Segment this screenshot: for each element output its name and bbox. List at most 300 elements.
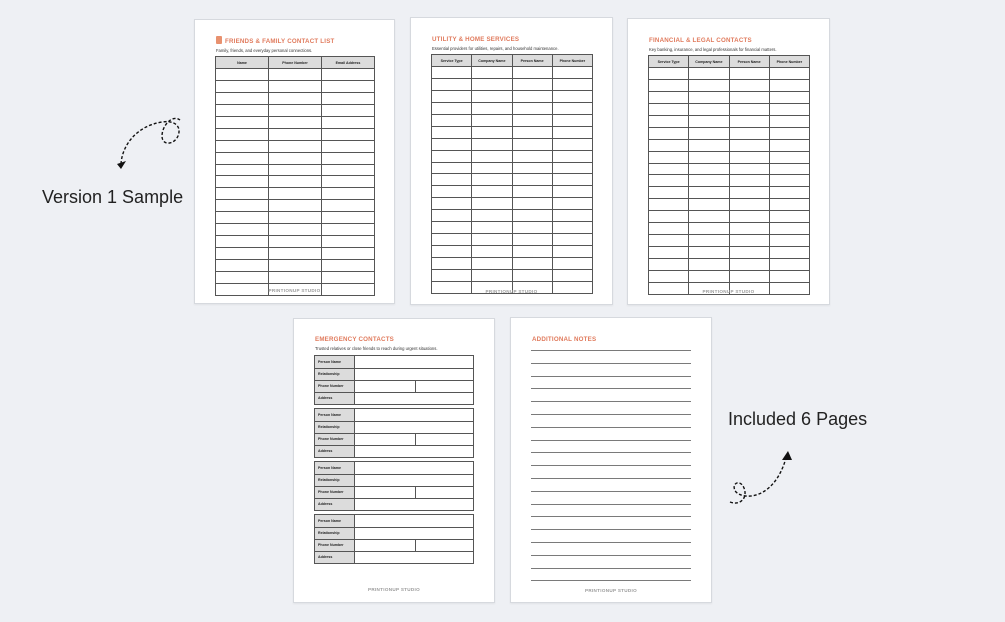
table-row [432,162,593,174]
field-label: Relationship [315,422,355,433]
table-cell [649,79,689,91]
table-cell [649,163,689,175]
table-row [432,67,593,79]
table-cell [729,139,769,151]
table-row [216,80,375,92]
field-value [355,393,473,404]
emergency-field-row [315,527,473,539]
table-row [649,163,810,175]
field-value [355,462,473,474]
table-row [649,211,810,223]
field-label: Phone Number [315,540,355,551]
table-cell [512,210,552,222]
note-line [531,542,691,543]
table-row [216,176,375,188]
table-cell [512,78,552,90]
table-cell [216,80,269,92]
table-cell [769,247,809,259]
table-cell [729,235,769,247]
table-cell [472,198,512,210]
table-cell [552,114,592,126]
table-cell [689,211,729,223]
table-cell [689,115,729,127]
table-cell [432,126,472,138]
table-cell [322,116,375,128]
table-cell [216,104,269,116]
table-cell [649,270,689,282]
table-cell [729,223,769,235]
table-row [216,260,375,272]
field-value [355,540,473,551]
table-header-row [216,57,375,69]
table-cell [512,246,552,258]
table-row [432,246,593,258]
table-cell [512,269,552,281]
table-cell [432,246,472,258]
table-cell [216,188,269,200]
page-footer: PRINTIONUP STUDIO [585,588,637,593]
table-cell [649,247,689,259]
note-line [531,452,691,453]
table-row [216,92,375,104]
table-cell [269,200,322,212]
table-cell [769,103,809,115]
table-row [216,69,375,81]
table-cell [432,198,472,210]
table-cell [729,211,769,223]
table-cell [729,259,769,271]
table-cell [729,270,769,282]
table-cell [432,174,472,186]
table-cell [769,115,809,127]
table-row [432,210,593,222]
table-cell [649,259,689,271]
table-row [649,187,810,199]
table-cell [216,116,269,128]
field-value [355,369,473,380]
table-cell [432,150,472,162]
table-cell [472,269,512,281]
table-row [216,271,375,283]
column-header: Company Name [472,55,512,67]
table-cell [689,139,729,151]
table-cell [216,176,269,188]
table-row [432,90,593,102]
column-header: Email Address [322,57,375,69]
table-cell [432,210,472,222]
table-cell [472,162,512,174]
table-cell [269,236,322,248]
table-row [649,270,810,282]
table-row [649,115,810,127]
table-cell [689,79,729,91]
contact-table-friends [215,56,375,296]
table-cell [216,152,269,164]
note-line [531,350,691,351]
table-cell [269,80,322,92]
field-label: Phone Number [315,434,355,445]
table-row [432,234,593,246]
table-cell [552,90,592,102]
field-label: Person Name [315,515,355,527]
table-cell [729,151,769,163]
field-label: Address [315,446,355,457]
emergency-field-row [315,380,473,392]
table-cell [472,186,512,198]
table-cell [689,175,729,187]
column-header: Phone Number [552,55,592,67]
curly-arrow-icon [724,448,794,508]
table-row [216,248,375,260]
table-row [649,79,810,91]
table-cell [552,78,592,90]
table-row [432,258,593,270]
caption-included-pages: Included 6 Pages [728,409,868,429]
table-cell [512,174,552,186]
note-line [531,491,691,492]
phone-book-icon [216,36,222,44]
note-line [531,376,691,377]
contact-table-utility [431,54,593,294]
emergency-contact-block [314,355,474,405]
table-cell [322,188,375,200]
table-cell [649,151,689,163]
table-cell [472,78,512,90]
table-cell [432,186,472,198]
table-cell [689,223,729,235]
table-header-row [432,55,593,67]
table-row [216,128,375,140]
page-title-utility: UTILITY & HOME SERVICES [432,36,520,43]
table-cell [552,162,592,174]
table-cell [269,69,322,81]
emergency-field-row [315,421,473,433]
table-row [216,200,375,212]
emergency-contact-block [314,408,474,458]
table-cell [649,223,689,235]
table-cell [322,236,375,248]
page-utility-home-services [410,17,613,305]
note-line [531,401,691,402]
table-cell [769,139,809,151]
table-cell [689,270,729,282]
table-cell [322,260,375,272]
table-cell [552,67,592,79]
table-cell [769,223,809,235]
table-cell [269,260,322,272]
page-friends-family [194,19,395,304]
field-label: Address [315,552,355,563]
table-cell [729,175,769,187]
table-cell [552,126,592,138]
table-cell [216,200,269,212]
table-cell [552,234,592,246]
table-cell [689,91,729,103]
table-cell [322,69,375,81]
table-cell [689,163,729,175]
page-subtitle-emergency: Trusted relatives or close friends to reach during urgent situations. [315,346,438,351]
field-label: Phone Number [315,381,355,392]
table-cell [512,162,552,174]
table-row [432,114,593,126]
table-cell [472,114,512,126]
table-cell [216,69,269,81]
emergency-field-row [315,498,473,510]
table-cell [432,102,472,114]
page-additional-notes [510,317,712,603]
table-cell [322,271,375,283]
table-cell [322,92,375,104]
table-cell [649,175,689,187]
table-cell [512,150,552,162]
emergency-field-row [315,409,473,421]
table-cell [729,68,769,80]
table-cell [472,234,512,246]
table-cell [322,140,375,152]
emergency-field-row [315,392,473,404]
table-cell [269,248,322,260]
field-value [355,515,473,527]
table-row [432,186,593,198]
emergency-field-row [315,515,473,527]
table-row [432,198,593,210]
field-label: Phone Number [315,487,355,498]
table-cell [552,198,592,210]
table-cell [769,79,809,91]
page-footer: PRINTIONUP STUDIO [268,288,321,293]
table-cell [729,199,769,211]
table-row [432,174,593,186]
table-cell [649,139,689,151]
table-row [432,126,593,138]
emergency-field-row [315,356,473,368]
table-cell [432,234,472,246]
page-footer: PRINTIONUP STUDIO [702,289,755,294]
note-line [531,568,691,569]
emergency-contact-block [314,514,474,564]
table-cell [322,152,375,164]
field-value [355,499,473,510]
page-subtitle-financial: Key banking, insurance, and legal professionals for financial matters. [649,47,777,52]
table-cell [322,80,375,92]
note-line [531,580,691,581]
table-row [216,140,375,152]
table-cell [649,103,689,115]
column-header: Name [216,57,269,69]
table-cell [512,67,552,79]
note-line [531,555,691,556]
table-cell [729,91,769,103]
table-row [216,104,375,116]
table-cell [269,116,322,128]
table-cell [322,164,375,176]
table-cell [729,127,769,139]
table-row [216,188,375,200]
table-cell [512,234,552,246]
column-header: Phone Number [769,56,809,68]
table-cell [729,103,769,115]
table-cell [769,68,809,80]
column-header: Service Type [432,55,472,67]
note-line [531,440,691,441]
table-row [649,199,810,211]
table-cell [512,114,552,126]
field-value [355,422,473,433]
table-cell [552,174,592,186]
table-row [216,152,375,164]
table-cell [512,102,552,114]
table-cell [769,127,809,139]
table-cell [729,163,769,175]
table-cell [269,104,322,116]
table-cell [552,246,592,258]
table-cell [769,151,809,163]
field-label: Address [315,393,355,404]
table-cell [769,235,809,247]
page-title-financial: FINANCIAL & LEGAL CONTACTS [649,37,752,44]
table-cell [689,187,729,199]
field-value [355,487,473,498]
table-cell [472,246,512,258]
table-cell [432,269,472,281]
table-row [432,78,593,90]
table-cell [472,67,512,79]
table-cell [216,92,269,104]
table-cell [472,150,512,162]
emergency-contact-block [314,461,474,511]
column-header: Person Name [512,55,552,67]
table-cell [322,128,375,140]
table-row [216,236,375,248]
table-cell [322,200,375,212]
note-line [531,529,691,530]
table-row [432,138,593,150]
contact-table-financial [648,55,810,295]
table-cell [216,140,269,152]
emergency-field-row [315,539,473,551]
emergency-field-row [315,551,473,563]
table-cell [552,222,592,234]
table-cell [769,199,809,211]
table-row [432,102,593,114]
table-cell [552,258,592,270]
table-cell [649,235,689,247]
field-value [355,381,473,392]
emergency-field-row [315,462,473,474]
table-cell [432,258,472,270]
table-cell [769,211,809,223]
table-cell [512,126,552,138]
table-row [649,68,810,80]
table-cell [512,90,552,102]
table-cell [432,138,472,150]
table-row [216,224,375,236]
table-cell [472,90,512,102]
page-subtitle-utility: Essential providers for utilities, repairs, and household maintenance. [432,46,559,51]
table-cell [769,175,809,187]
table-cell [269,224,322,236]
field-value [355,446,473,457]
table-cell [689,235,729,247]
page-subtitle-friends: Family, friends, and everyday personal connections. [216,48,313,53]
field-value [355,528,473,539]
table-cell [432,90,472,102]
table-cell [432,67,472,79]
page-title-emergency: EMERGENCY CONTACTS [315,336,394,343]
table-cell [322,212,375,224]
emergency-field-row [315,368,473,380]
note-line [531,363,691,364]
table-row [432,222,593,234]
table-cell [322,176,375,188]
table-cell [216,224,269,236]
table-cell [432,78,472,90]
field-value [355,475,473,486]
table-cell [512,258,552,270]
emergency-field-row [315,486,473,498]
page-title-notes: ADDITIONAL NOTES [532,336,597,343]
table-row [432,150,593,162]
field-label: Address [315,499,355,510]
column-header: Company Name [689,56,729,68]
table-row [216,164,375,176]
table-cell [552,102,592,114]
note-line [531,427,691,428]
table-row [649,139,810,151]
table-cell [432,162,472,174]
table-cell [322,224,375,236]
table-cell [472,174,512,186]
table-cell [552,186,592,198]
table-cell [216,271,269,283]
table-cell [269,271,322,283]
table-cell [432,114,472,126]
table-cell [689,127,729,139]
table-cell [649,68,689,80]
page-financial-legal [627,18,830,305]
table-cell [269,176,322,188]
table-cell [689,259,729,271]
table-row [649,223,810,235]
field-value [355,434,473,445]
column-header: Phone Number [269,57,322,69]
column-header: Person Name [729,56,769,68]
table-row [216,116,375,128]
note-line [531,478,691,479]
table-cell [689,151,729,163]
table-row [649,175,810,187]
table-cell [552,269,592,281]
table-cell [769,163,809,175]
table-row [432,269,593,281]
field-label: Person Name [315,409,355,421]
table-cell [689,199,729,211]
table-cell [216,260,269,272]
table-cell [472,138,512,150]
emergency-field-row [315,474,473,486]
table-cell [216,248,269,260]
emergency-field-row [315,445,473,457]
table-cell [269,188,322,200]
table-cell [269,128,322,140]
field-label: Person Name [315,356,355,368]
table-row [649,151,810,163]
table-cell [689,247,729,259]
table-cell [689,103,729,115]
page-emergency-contacts [293,318,495,603]
table-row [649,259,810,271]
table-row [649,247,810,259]
